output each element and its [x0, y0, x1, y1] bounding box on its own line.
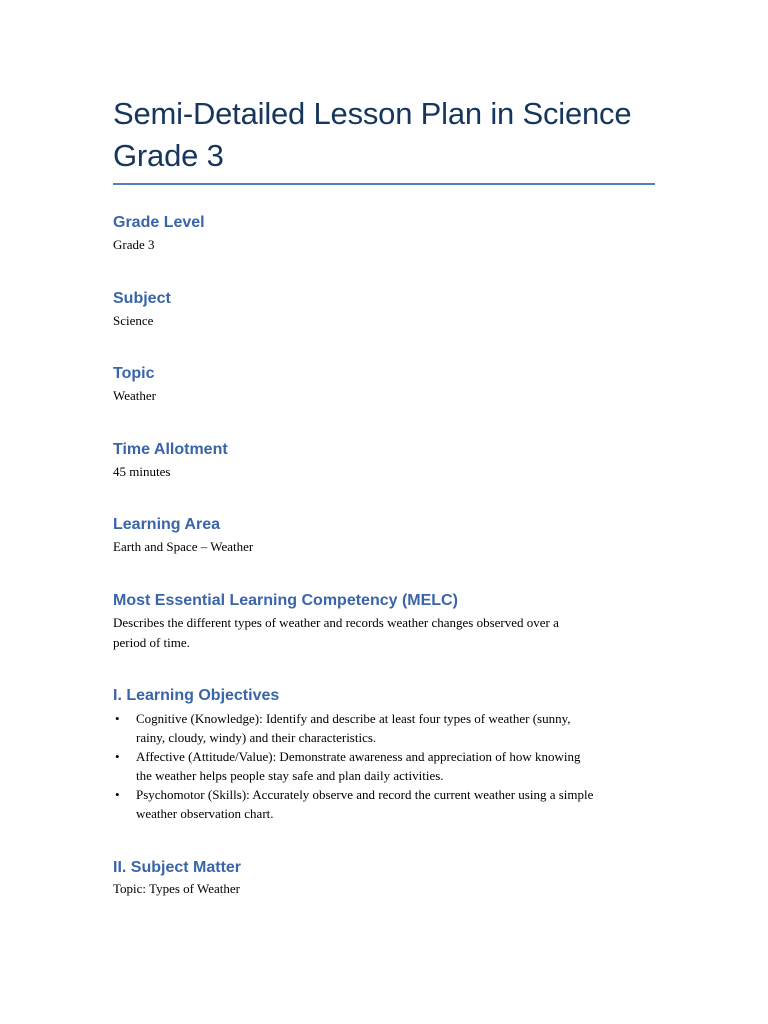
time-allotment-heading: Time Allotment: [113, 441, 228, 458]
melc-line-2: period of time.: [113, 635, 190, 650]
section-topic: [113, 364, 658, 406]
subject-value: Science: [113, 313, 154, 328]
objective-psychomotor-line-2: weather observation chart.: [136, 806, 274, 821]
objective-item-cognitive: [113, 709, 658, 747]
section-time-allotment: [113, 440, 658, 482]
section-learning-objectives: [113, 686, 658, 823]
section-melc: [113, 591, 658, 653]
time-allotment-value: 45 minutes: [113, 464, 171, 479]
melc-heading: Most Essential Learning Competency (MELC): [113, 592, 458, 609]
topic-heading: Topic: [113, 365, 155, 382]
objective-item-psychomotor: [113, 785, 658, 823]
subject-matter-value: Topic: Types of Weather: [113, 881, 240, 896]
section-learning-area: [113, 515, 658, 557]
learning-area-heading: Learning Area: [113, 516, 220, 533]
topic-value: Weather: [113, 388, 156, 403]
section-grade-level: [113, 213, 658, 255]
title-divider: [113, 183, 655, 185]
grade-level-value: Grade 3: [113, 237, 155, 252]
objective-affective-line-2: the weather helps people stay safe and plan daily activities.: [136, 768, 444, 783]
section-subject: [113, 289, 658, 331]
objective-cognitive-line-1: Cognitive (Knowledge): Identify and describe at least four types of weather (sunny,: [136, 711, 571, 726]
learning-area-value: Earth and Space – Weather: [113, 539, 254, 554]
title-line-1: Semi-Detailed Lesson Plan in Science: [113, 96, 632, 131]
objective-cognitive-line-2: rainy, cloudy, windy) and their characteristics.: [136, 730, 377, 745]
section-subject-matter: [113, 858, 658, 899]
subject-matter-heading: II. Subject Matter: [113, 859, 242, 876]
title-line-2: Grade 3: [113, 138, 224, 173]
objectives-heading: I. Learning Objectives: [113, 687, 280, 704]
bullet-icon: •: [115, 787, 120, 802]
objective-affective-line-1: Affective (Attitude/Value): Demonstrate awareness and appreciation of how knowing: [136, 749, 581, 764]
objectives-list: [113, 709, 658, 823]
subject-heading: Subject: [113, 290, 171, 307]
grade-level-heading: Grade Level: [113, 214, 205, 231]
bullet-icon: •: [115, 711, 120, 726]
melc-line-1: Describes the different types of weather and records weather changes observed over a: [113, 615, 559, 630]
document-title: [113, 93, 655, 177]
bullet-icon: •: [115, 749, 120, 764]
objective-psychomotor-line-1: Psychomotor (Skills): Accurately observe and record the current weather using a simple: [136, 787, 594, 802]
objective-item-affective: [113, 747, 658, 785]
